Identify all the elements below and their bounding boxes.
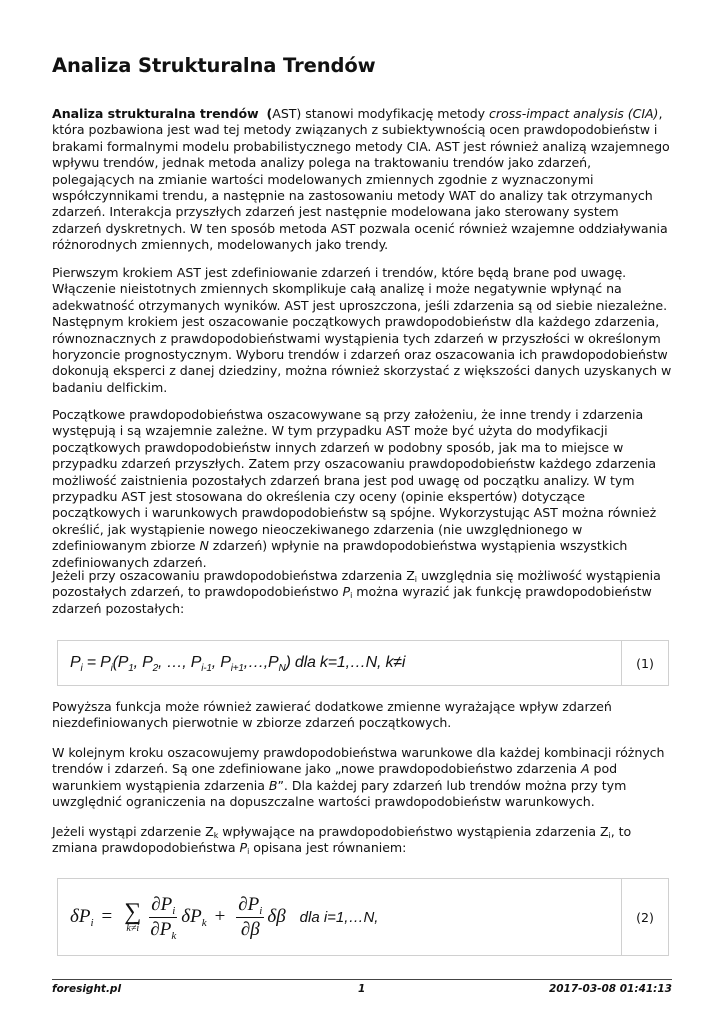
paragraph-first-step: Pierwszym krokiem AST jest zdefiniowanie zdarzeń i trendów, które będą brane pod uwagę. Włączenie nieistotnych zmiennych skomplikuje całą analizę i może negatywnie wpłynąć na adekwatność otrzymanych wyników. AST jest uproszczona, jeśli zdarzenia są od siebie niezależne. Następnym krokiem jest oszacowanie początkowych prawdopodobieństw dla każdego zdarzenia, równoznacznych z prawdopodobieństwami wystąpienia tych zdarzeń w przyszłości w określonym horyzoncie prognostycznym. Wyboru trendów i zdarzeń oraz oszacowania ich prawdopodobieństw dokonują eksperci z danej dziedziny, można również skorzystać z większości danych uzyskanych w badaniu delfickim. — [52, 265, 672, 395]
equation-2-formula: $\delta P_i$ = ∑ k≠i $\frac{\partial P_i}{\partial P_k}$ $\delta P_k$ + $\frac{\partial P_i}{\partial\beta}$ δβ dla i=1,…N, — [70, 893, 379, 942]
equation-1-number: (1) — [621, 641, 668, 685]
footer-timestamp: 2017-03-08 01:41:13 — [548, 983, 672, 995]
p4-sub-2: i — [350, 591, 353, 601]
paragraph-function-intro — [52, 568, 672, 617]
p4-text-1: Jeżeli przy oszacowaniu prawdopodobieństwa zdarzenia Z — [52, 568, 415, 583]
p3-italic-n: N — [199, 538, 209, 554]
p7-text-3: , to zmiana prawdopodobieństwa — [52, 824, 632, 856]
equation-2-condition: dla i=1,…N, — [299, 908, 379, 926]
p3-text-1: Początkowe prawdopodobieństwa oszacowywane są przy założeniu, że inne trendy i zdarzenia występują i są wzajemnie zależne. W tym przypadku AST może być użyta do modyfikacji początkowych prawdopodobieństw innych zdarzeń w podobny sposób, jak ma to miejsce w przypadku zdarzeń przyszłych. Zatem przy oszacowaniu prawdopodobieństw każdego zdarzenia możliwość zaistnienia pozostałych zdarzeń brana jest pod uwagę od początku analizy. W tym przypadku AST jest stosowana do określenia czy oceny (opinie ekspertów) dotyczące początkowych i warunkowych prawdopodobieństw są spójne. Wykorzystując AST można również określić, jak wystąpienie nowego nieoczekiwanego zdarzenia (nie uwzględnionego w zdefiniowanym zbiorze — [52, 407, 657, 554]
p7-sub-1: k — [213, 831, 219, 840]
equation-2-number: (2) — [621, 879, 668, 955]
equation-2 — [58, 879, 621, 955]
intro-italic: cross-impact analysis (CIA) — [489, 106, 659, 121]
footer-divider — [52, 979, 672, 980]
intro-text-1: AST) stanowi modyfikację metody — [272, 106, 490, 121]
p7-text-1: Jeżeli wystąpi zdarzenie Z — [52, 824, 214, 839]
equation-1-formula: $P_i = P_i(P_1$, $P_2$, …, $P_{i-1}$, $P_{i+1},\dots,P_N$) dla k=1,…N, k≠i — [70, 654, 406, 674]
equation-1-box — [57, 640, 669, 686]
equation-2-box — [57, 878, 669, 956]
paragraph-intro — [52, 106, 672, 254]
p7-var: P — [239, 840, 248, 856]
equation-1 — [58, 641, 621, 685]
paragraph-additional-variables: Powyższa funkcja może również zawierać dodatkowe zmienne wyrażające wpływ zdarzeń niezdefiniowanych pierwotnie w zbiorze zdarzeń początkowych. — [52, 699, 612, 731]
p4-sub-1: i — [414, 575, 417, 584]
p3-text-2: zdarzeń) wpłynie na prawdopodobieństwa wystąpienia wszystkich zdefiniowanych zdarzeń. — [52, 538, 628, 570]
p6-text-2: pod warunkiem wystąpienia zdarzenia — [52, 761, 618, 793]
page-title: Analiza Strukturalna Trendów — [52, 54, 376, 77]
sum-symbol: ∑ k≠i — [124, 898, 142, 934]
paragraph-initial-probabilities — [52, 407, 672, 571]
p4-text-3: można wyrazić jak funkcję prawdopodobieństw zdarzeń pozostałych: — [52, 584, 652, 616]
term-bold: Analiza strukturalna trendów — [52, 106, 259, 121]
p7-sub-2: i — [608, 831, 611, 840]
paragraph-conditional-probabilities — [52, 745, 672, 811]
paragraph-change-equation-intro — [52, 824, 672, 857]
intro-text-2: , która pozbawiona jest wad tej metody związanych z subiektywnością ocen prawdopodobieństw i brakami formalnymi modelu probabilistycznego metody CIA. AST jest również analizą wzajemnego wpływu trendów, jednak metoda analizy polega na traktowaniu trendów jako zdarzeń, polegających na zmianie wartości modelowanych zmiennych zgodnie z wyznaczonymi współczynnikami trendu, a następnie na zastosowaniu metody WAT do analizy tak otrzymanych zdarzeń. Interakcja przyszłych zdarzeń jest następnie modelowana jako sterowany system zdarzeń dyskretnych. W ten sposób metoda AST pozwala ocenić również wzajemne oddziaływania różnorodnych zmiennych, modelowanych jako trendy. — [52, 106, 670, 253]
footer-site-link[interactable]: foresight.pl — [52, 983, 122, 995]
p7-sub-3: i — [247, 847, 250, 857]
footer-page-number: 1 — [358, 983, 366, 995]
p7-text-2: wpływające na prawdopodobieństwo wystąpienia zdarzenia Z — [218, 824, 609, 839]
open-paren: ( — [266, 106, 273, 121]
p6-var-b: B — [268, 777, 278, 793]
p6-var-a: A — [581, 761, 590, 777]
p4-var: P — [342, 584, 351, 600]
p7-text-4: opisana jest równaniem: — [249, 840, 407, 856]
p4-text-2: uwzględnia się możliwość wystąpienia pozostałych zdarzeń, to prawdopodobieństwo — [52, 568, 661, 600]
p6-text-1: W kolejnym kroku oszacowujemy prawdopodobieństwa warunkowe dla każdej kombinacji różnych trendów i zdarzeń. Są one zdefiniowane jako „nowe prawdopodobieństwo zdarzenia — [52, 745, 665, 777]
p6-text-3: ”. Dla każdej pary zdarzeń lub trendów można przy tym uwzględnić ograniczenia na dopuszczalne wartości prawdopodobieństw warunkowych. — [52, 777, 627, 810]
fraction-1: $\frac{\partial P_i}{\partial P_k}$ — [150, 893, 177, 942]
fraction-2: $\frac{\partial P_i}{\partial\beta}$ — [238, 893, 263, 940]
